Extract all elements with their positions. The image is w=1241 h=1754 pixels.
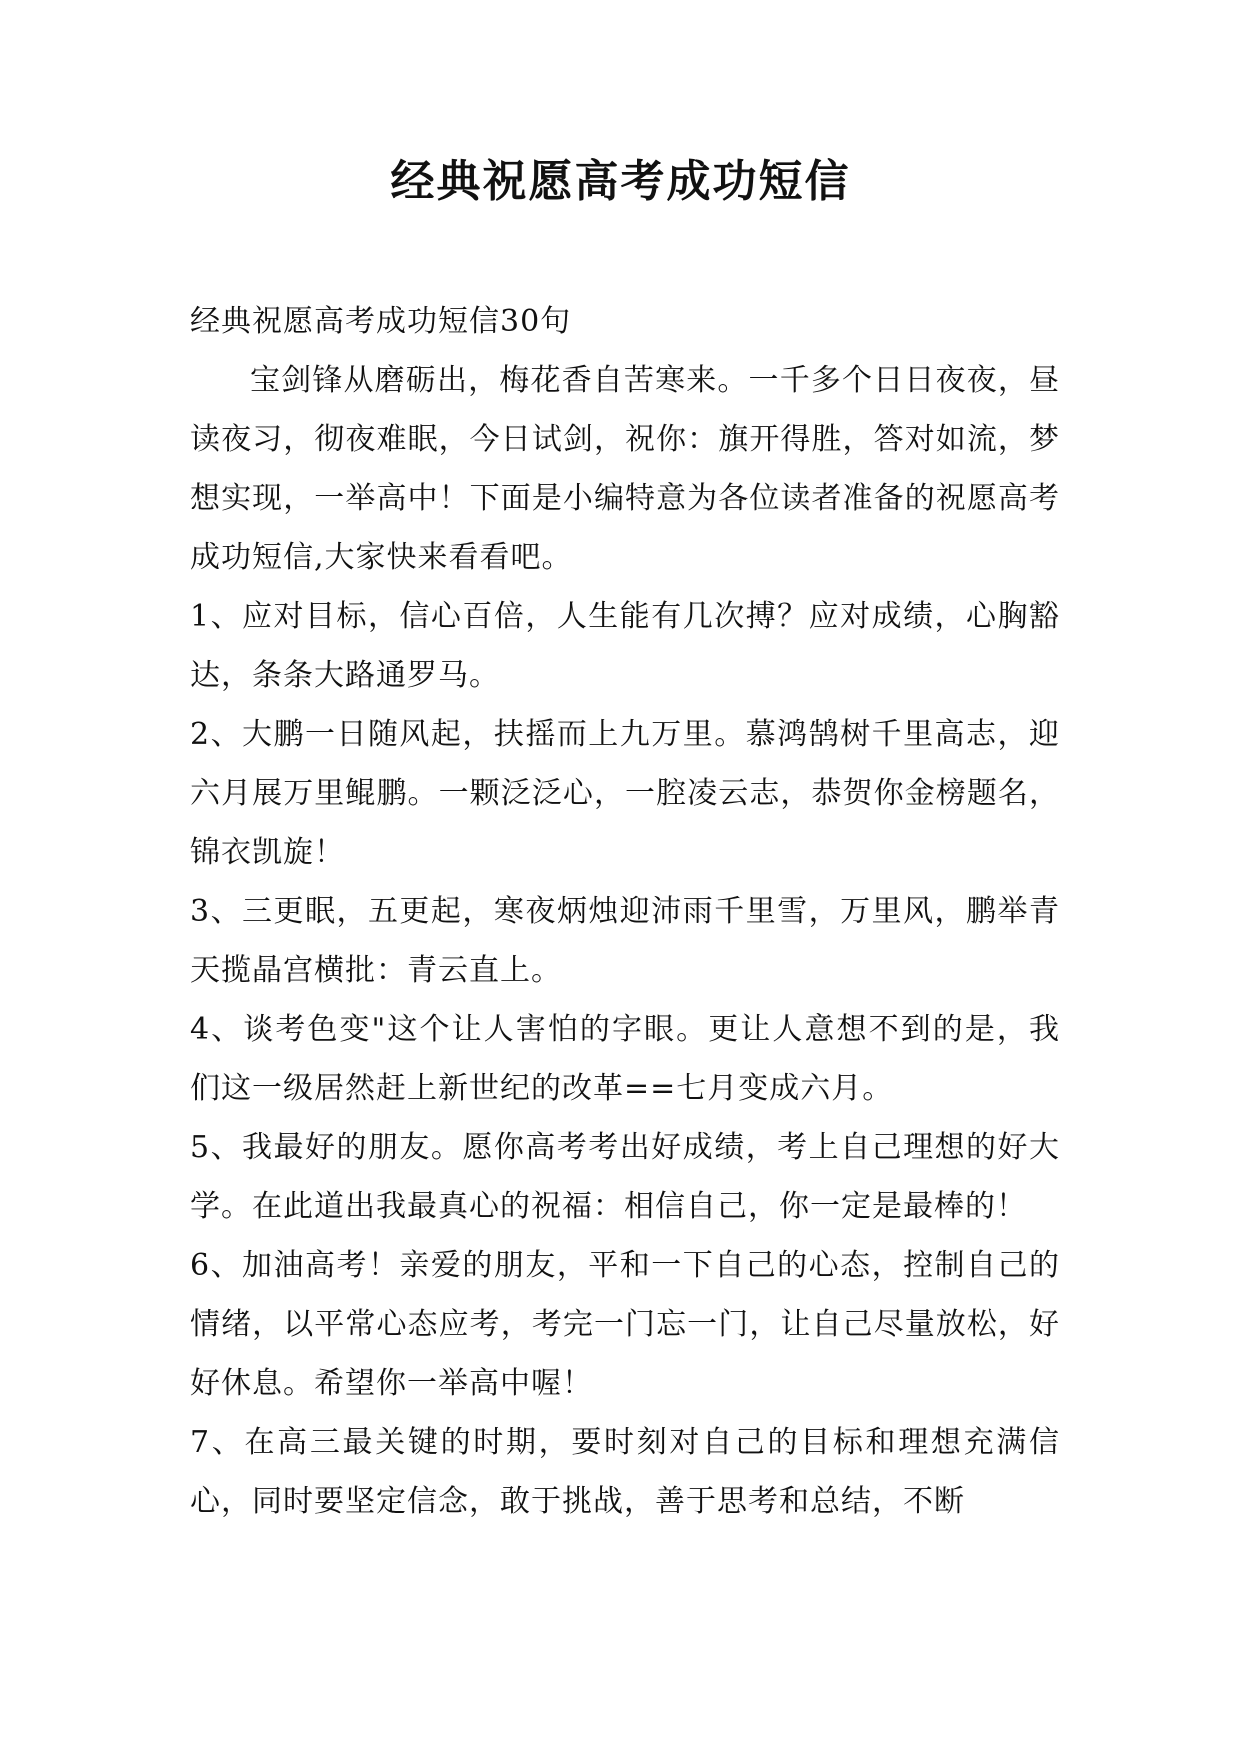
document-title: 经典祝愿高考成功短信 bbox=[390, 156, 851, 207]
intro-paragraph: 宝剑锋从磨砺出，梅花香自苦寒来。一千多个日日夜夜，昼读夜习，彻夜难眠，今日试剑，祝你：旗开得胜，答对如流，梦想实现，一举高中！下面是小编特意为各位读者准备的祝愿高考成功短信,大家快来看看吧。 bbox=[190, 363, 1060, 575]
list-item-7: 7、在高三最关键的时期，要时刻对自己的目标和理想充满信心，同时要坚定信念，敢于挑战，善于思考和总结，不断 bbox=[190, 1425, 1060, 1519]
list-item-1: 1、应对目标，信心百倍，人生能有几次搏？应对成绩，心胸豁达，条条大路通罗马。 bbox=[190, 599, 1060, 693]
list-item-6: 6、加油高考！亲爱的朋友，平和一下自己的心态，控制自己的情绪，以平常心态应考，考完一门忘一门，让自己尽量放松，好好休息。希望你一举高中喔！ bbox=[190, 1248, 1060, 1401]
list-item-4: 4、谈考色变"这个让人害怕的字眼。更让人意想不到的是，我们这一级居然赶上新世纪的改革==七月变成六月。 bbox=[190, 1012, 1060, 1106]
list-item-2: 2、大鹏一日随风起，扶摇而上九万里。慕鸿鹄树千里高志，迎六月展万里鲲鹏。一颗泛泛心，一腔凌云志，恭贺你金榜题名，锦衣凯旋！ bbox=[190, 717, 1060, 870]
document-subtitle: 经典祝愿高考成功短信30句 bbox=[190, 304, 572, 339]
document-body bbox=[190, 292, 1060, 1531]
list-item-3: 3、三更眠，五更起，寒夜炳烛迎沛雨千里雪，万里风，鹏举青天揽晶宫横批：青云直上。 bbox=[190, 894, 1060, 988]
list-item-5: 5、我最好的朋友。愿你高考考出好成绩，考上自己理想的好大学。在此道出我最真心的祝福：相信自己，你一定是最棒的！ bbox=[190, 1130, 1060, 1224]
